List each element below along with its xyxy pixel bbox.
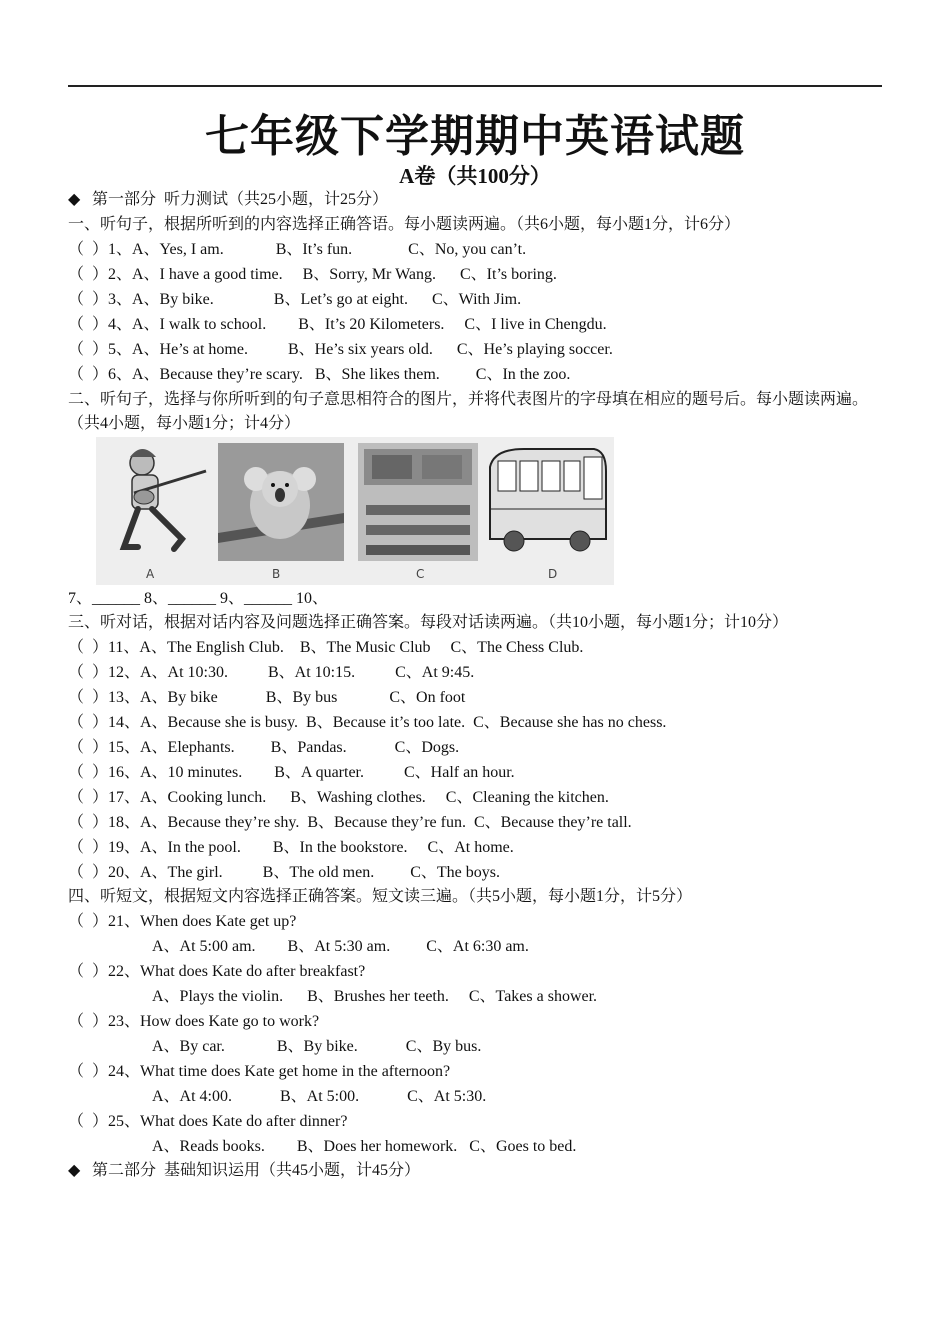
bus-picture bbox=[484, 443, 608, 561]
question-18: （ ）18、A、Because they’re shy. B、Because they’re fun. C、Because they’re tall. bbox=[68, 814, 632, 831]
options-22: A、Plays the violin. B、Brushes her teeth. C、Takes a shower. bbox=[152, 988, 598, 1005]
question-19: （ ）19、A、In the pool. B、In the bookstore. C、At home. bbox=[68, 839, 514, 856]
picture-label-d: D bbox=[548, 567, 558, 581]
part1-heading: ◆ 第一部分 听力测试（共25小题，计25分） bbox=[68, 189, 388, 211]
question-2: （ ）2、A、I have a good time. B、Sorry, Mr Wang. C、It’s boring. bbox=[68, 266, 557, 283]
question-13: （ ）13、A、By bike B、By bus C、On foot bbox=[68, 689, 466, 706]
question-22: （ ）22、What does Kate do after breakfast? bbox=[68, 963, 366, 980]
options-21: A、At 5:00 am. B、At 5:30 am. C、At 6:30 am. bbox=[152, 938, 529, 955]
question-3: （ ）3、A、By bike. B、Let’s go at eight. C、With Jim. bbox=[68, 291, 522, 308]
picture-strip bbox=[96, 437, 614, 585]
diamond-icon: ◆ bbox=[68, 1162, 81, 1179]
question-24: （ ）24、What time does Kate get home in the afternoon? bbox=[68, 1063, 451, 1080]
koala-picture bbox=[218, 443, 344, 561]
sec2-heading: 二、听句子，选择与你所听到的句子意思相符合的图片，并将代表图片的字母填在相应的题号后。每小题读两遍。 bbox=[68, 391, 869, 408]
classroom-picture bbox=[358, 443, 478, 561]
question-17: （ ）17、A、Cooking lunch. B、Washing clothes. C、Cleaning the kitchen. bbox=[68, 789, 609, 806]
sec4-heading: 四、听短文，根据短文内容选择正确答案。短文读三遍。（共5小题，每小题1分，计5分） bbox=[68, 888, 693, 905]
guitar-player-picture bbox=[104, 443, 214, 561]
sec1-heading: 一、听句子，根据所听到的内容选择正确答语。每小题读两遍。（共6小题，每小题1分，计6分） bbox=[68, 216, 741, 233]
part2-heading: ◆ 第二部分 基础知识运用（共45小题，计45分） bbox=[68, 1160, 420, 1182]
top-rule bbox=[68, 85, 882, 87]
question-23: （ ）23、How does Kate go to work? bbox=[68, 1013, 320, 1030]
picture-label-b: B bbox=[272, 567, 281, 581]
sec3-heading: 三、听对话，根据对话内容及问题选择正确答案。每段对话读两遍。（共10小题，每小题1分；计10分） bbox=[68, 614, 789, 631]
question-20: （ ）20、A、The girl. B、The old men. C、The boys. bbox=[68, 864, 500, 881]
page-title: 七年级下学期期中英语试题 bbox=[205, 111, 745, 162]
question-14: （ ）14、A、Because she is busy. B、Because it’s too late. C、Because she has no chess. bbox=[68, 714, 667, 731]
question-15: （ ）15、A、Elephants. B、Pandas. C、Dogs. bbox=[68, 739, 460, 756]
question-5: （ ）5、A、He’s at home. B、He’s six years old. C、He’s playing soccer. bbox=[68, 341, 613, 358]
question-6: （ ）6、A、Because they’re scary. B、She likes them. C、In the zoo. bbox=[68, 366, 571, 383]
question-16: （ ）16、A、10 minutes. B、A quarter. C、Half an hour. bbox=[68, 764, 515, 781]
picture-label-a: A bbox=[146, 567, 155, 581]
options-25: A、Reads books. B、Does her homework. C、Goes to bed. bbox=[152, 1138, 577, 1155]
question-4: （ ）4、A、I walk to school. B、It’s 20 Kilometers. C、I live in Chengdu. bbox=[68, 316, 607, 333]
question-1: （ ）1、A、Yes, I am. B、It’s fun. C、No, you can’t. bbox=[68, 241, 527, 258]
question-12: （ ）12、A、At 10:30. B、At 10:15. C、At 9:45. bbox=[68, 664, 475, 681]
sec2-heading-cont: （共4小题，每小题1分；计4分） bbox=[68, 415, 301, 432]
page-subtitle: A卷（共100分） bbox=[399, 164, 551, 188]
picture-label-c: C bbox=[416, 567, 425, 581]
question-25: （ ）25、What does Kate do after dinner? bbox=[68, 1113, 348, 1130]
options-24: A、At 4:00. B、At 5:00. C、At 5:30. bbox=[152, 1088, 487, 1105]
question-11: （ ）11、A、The English Club. B、The Music Club C、The Chess Club. bbox=[68, 639, 584, 656]
question-21: （ ）21、When does Kate get up? bbox=[68, 913, 297, 930]
options-23: A、By car. B、By bike. C、By bus. bbox=[152, 1038, 482, 1055]
sec2-answer-blanks: 7、______ 8、______ 9、______ 10、 bbox=[68, 590, 329, 607]
diamond-icon: ◆ bbox=[68, 191, 81, 208]
